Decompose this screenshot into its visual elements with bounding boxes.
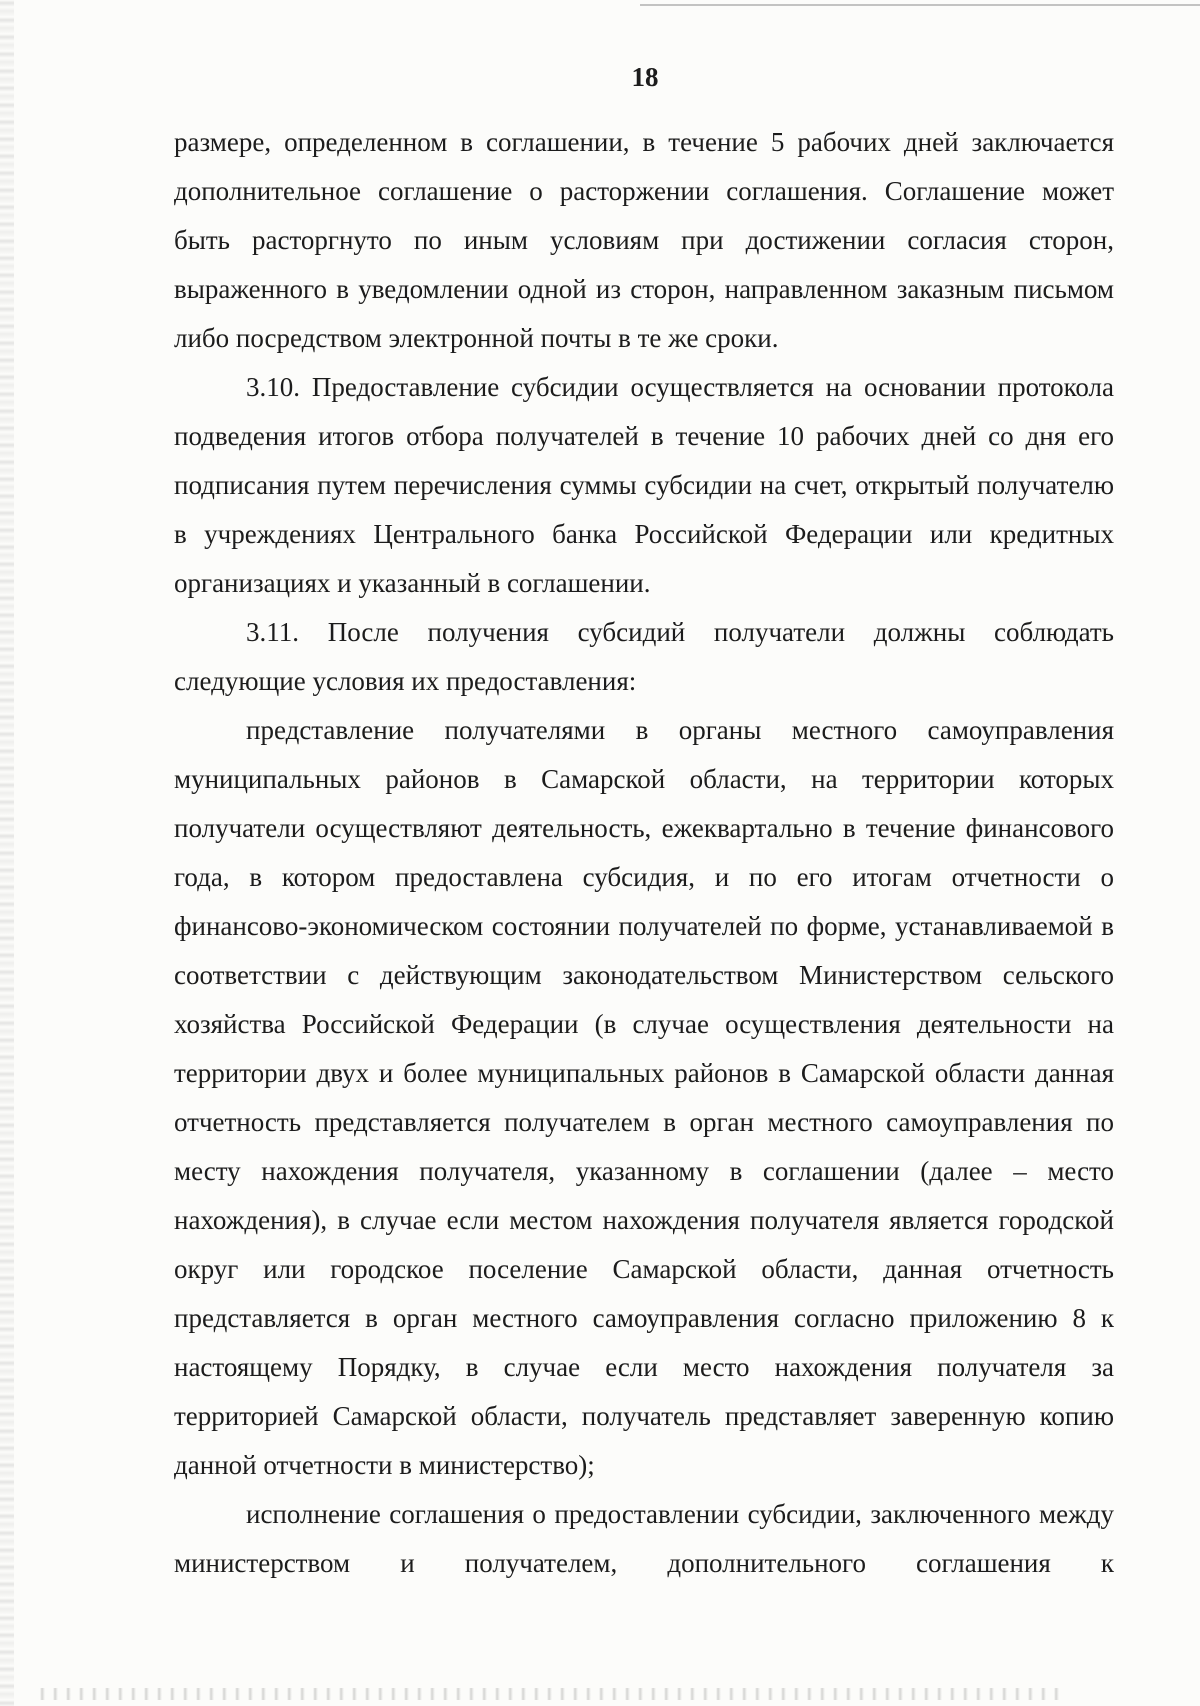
scan-bottom-noise-artifact xyxy=(40,1688,1060,1700)
scan-edge-artifact xyxy=(0,0,14,1706)
paragraph-3-10: 3.10. Предоставление субсидии осуществляется на основании протокола подведения итогов отбора получателей в течение 10 рабочих дней со дня его подписания путем перечисления суммы субсидии на счет, открытый получателю в учреждениях Центрального банка Российской Федерации или кредитных организациях и указанный в соглашении. xyxy=(174,372,1114,598)
paragraph-reporting-condition: представление получателями в органы местного самоуправления муниципальных районов в Самарской области, на территории которых получатели осуществляют деятельность, ежеквартально в течение финансового года, в котором предоставлена субсидия, и по его итогам отчетности о финансово-экономическом состоянии получателей по форме, устанавливаемой в соответствии с действующим законодательством Министерством сельского хозяйства Российской Федерации (в случае осуществления деятельности на территории двух и более муниципальных районов в Самарской области данная отчетность представляется получателем в орган местного самоуправления по месту нахождения получателя, указанному в соглашении (далее – место нахождения), в случае если местом нахождения получателя является городской округ или городское поселение Самарской области, данная отчетность представляется в орган местного самоуправления согласно приложению 8 к настоящему Порядку, в случае если место нахождения получателя за территорией Самарской области, получатель представляет заверенную копию данной отчетности в министерство); xyxy=(174,715,1114,1480)
paragraph-agreement-condition: исполнение соглашения о предоставлении субсидии, заключенного между министерством и получателем, дополнительного соглашения к xyxy=(174,1499,1114,1578)
scan-top-line-artifact xyxy=(640,4,1200,6)
document-body xyxy=(174,118,1114,1588)
paragraph-3-11: 3.11. После получения субсидий получатели должны соблюдать следующие условия их предоставления: xyxy=(174,617,1114,696)
paragraph-continuation: размере, определенном в соглашении, в течение 5 рабочих дней заключается дополнительное соглашение о расторжении соглашения. Соглашение может быть расторгнуто по иным условиям при достижении согласия сторон, выраженного в уведомлении одной из сторон, направленном заказным письмом либо посредством электронной почты в те же сроки. xyxy=(174,127,1114,353)
page-number: 18 xyxy=(631,62,659,92)
